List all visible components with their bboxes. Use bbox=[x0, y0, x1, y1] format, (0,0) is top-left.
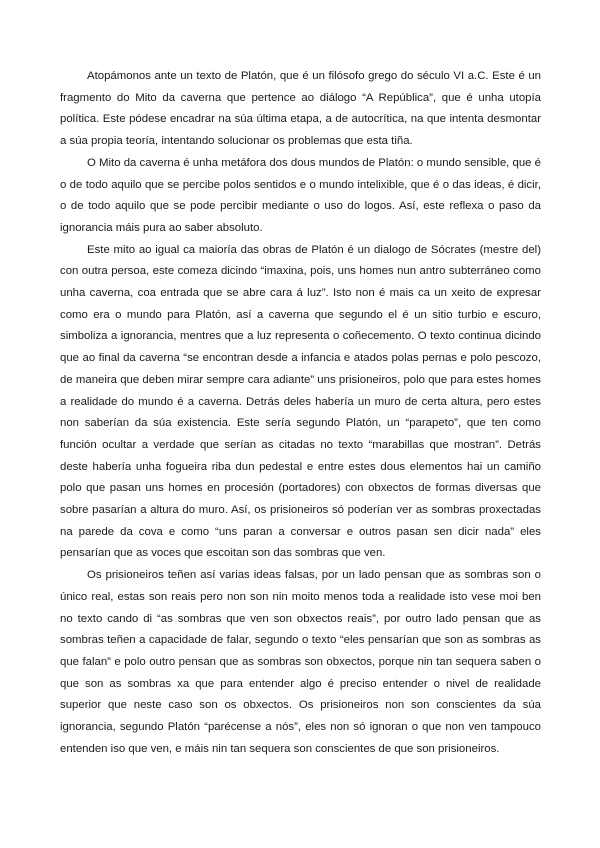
paragraph-introduction: Atopámonos ante un texto de Platón, que é un filósofo grego do século VI a.C. Este é un fragmento do Mito da caverna que pertence ao diálogo “A República”, que é unha utopía política. Este pódese encadrar na súa última etapa, a de autocrítica, na que intenta desmontar a súa propia teoría, intentando solucionar os problemas que esta tiña. bbox=[60, 70, 541, 148]
paragraph-two-worlds: O Mito da caverna é unha metáfora dos dous mundos de Platón: o mundo sensible, que é o de todo aquilo que se percibe polos sentidos e o mundo intelixible, que é o das ideas, é dicir, o de todo aquilo que se pode percibir mediante o uso do logos. Así, este reflexa o paso da ignorancia máis pura ao saber absoluto. bbox=[60, 156, 542, 234]
paragraph-false-ideas: Os prisioneiros teñen así varias ideas falsas, por un lado pensan que as sombras son o único real, estas son reais pero non son nin moito menos toda a realidade isto vese moi ben no texto cando di “as sombras que ven son obxectos reais”, por outro lado pensan que as sombras teñen a capacidade de falar, segundo o texto “eles pensarían que son as sombras as que falan” e polo outro pensan que as sombras son obxectos, porque nin tan sequera saben o que son as sombras xa que para entender algo é preciso entender o nivel de realidade superior que neste caso son os obxectos. Os prisioneiros non son conscientes da súa ignorancia, segundo Platón “parécense a nós”, eles non só ignoran o que non ven tampouco entenden iso que ven, e máis nin tan sequera son conscientes de que son prisioneiros. bbox=[60, 569, 541, 755]
paragraph-cave-description: Este mito ao igual ca maioría das obras de Platón é un dialogo de Sócrates (mestre del) con outra persoa, este comeza dicindo “imaxina, pois, uns homes nun antro subterráneo como unha caverna, coa entrada que se abre cara á luz”. Isto non é mais ca un xeito de expresar como era o mundo para Platón, así a caverna que segundo el é un sitio turbio e escuro, simboliza a ignorancia, mentres que a luz representa o coñecemento. O texto continua dicindo que ao final da caverna “se encontran desde a infancia e atados polas pernas e polo pescozo, de maneira que deben mirar sempre cara adiante” uns prisioneiros, polo que para estes homes a realidade do mundo é a caverna. Detrás deles habería un muro de certa altura, pero estes non saberían da súa existencia. Este sería segundo Platón, un “parapeto”, que ten como función ocultar a verdade que serían as citadas no texto “marabillas que mostran”. Detrás deste habería unha fogueira riba dun pedestal e entre estes dous elementos hai un camiño polo que pasan uns homes en procesión (portadores) con obxectos de formas diversas que sobre pasarían a altura do muro. Así, os prisioneiros só poderían ver as sombras proxectadas na parede da cova e como “uns paran a conversar e outros pasan sen dicir nada” eles pensarían que as voces que escoitan son das sombras que ven. bbox=[60, 243, 541, 560]
